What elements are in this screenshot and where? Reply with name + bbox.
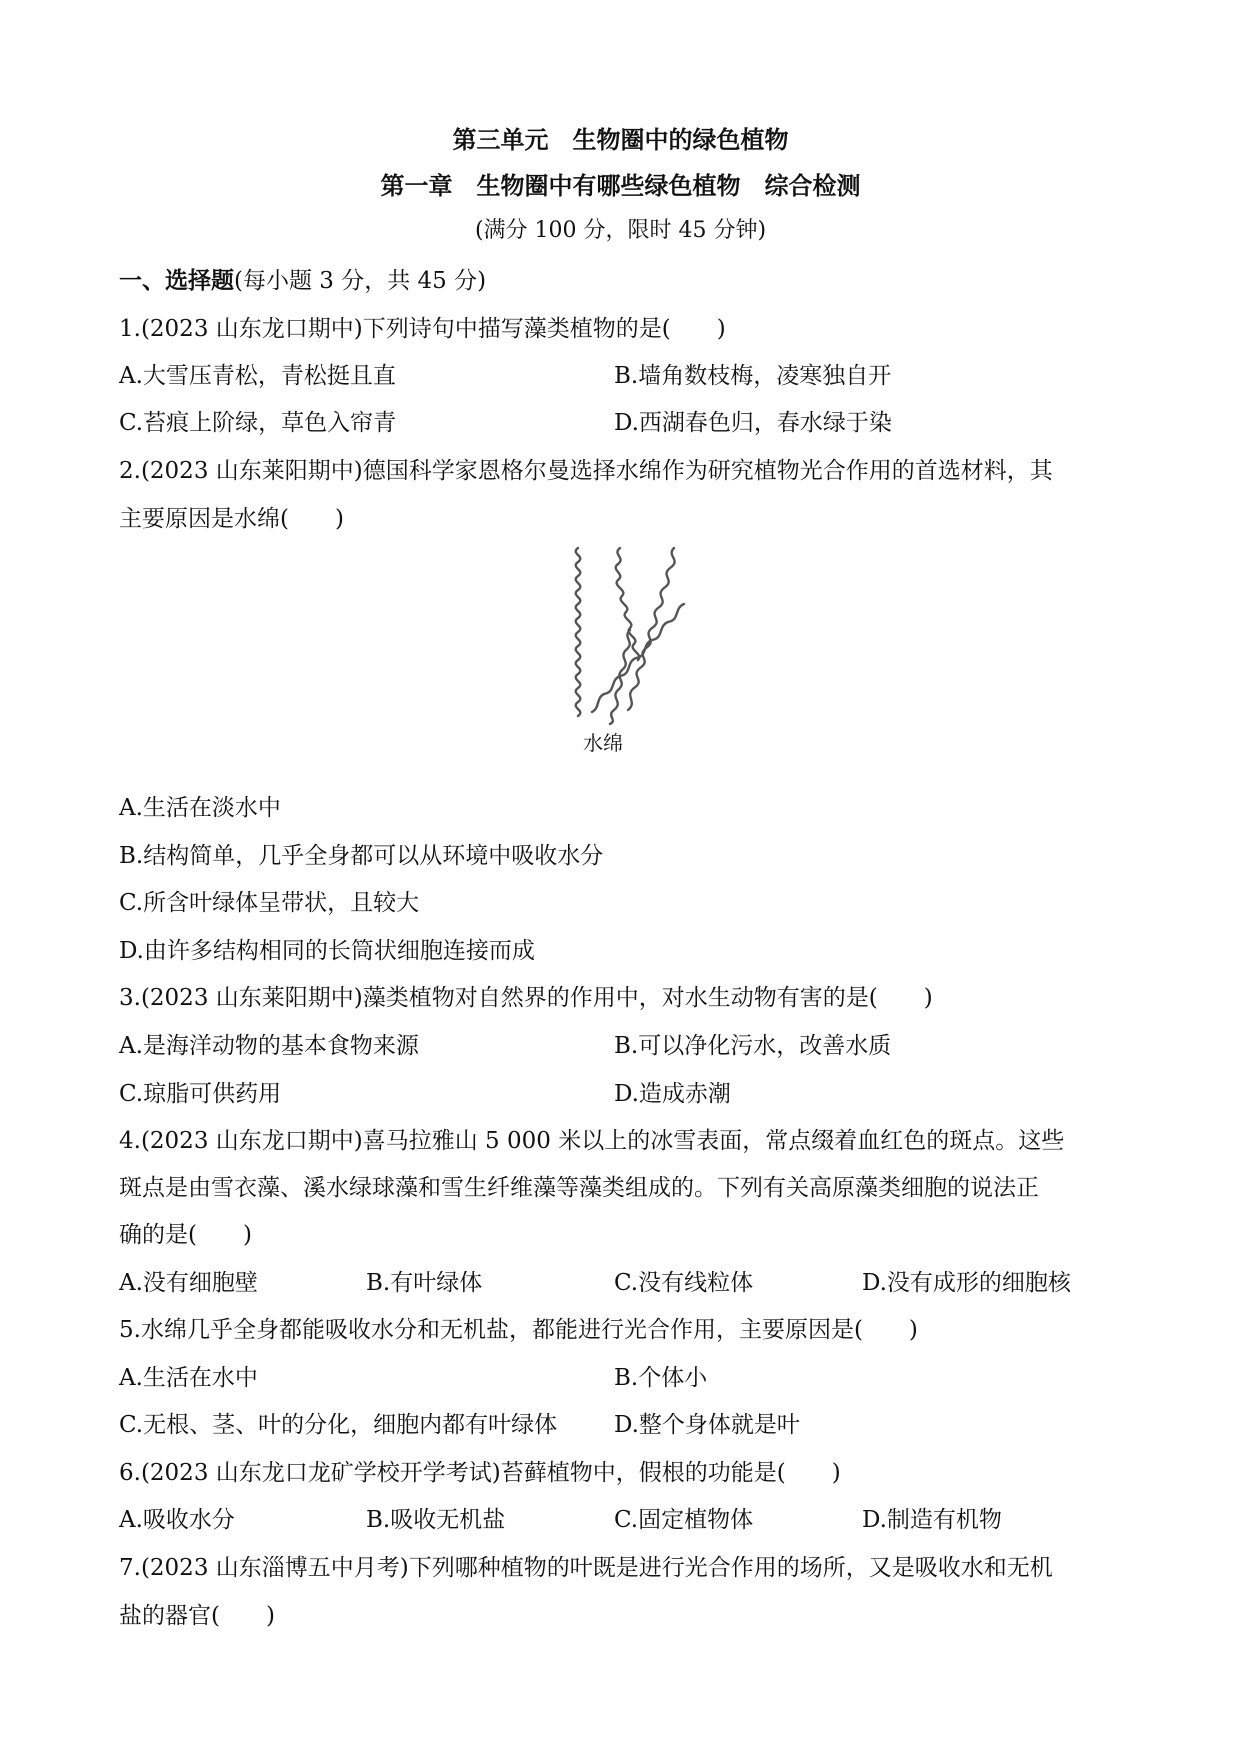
q2-option-c: C.所含叶绿体呈带状，且较大 — [119, 890, 420, 916]
chapter-title: 第一章 生物圈中有哪些绿色植物 综合检测 — [380, 171, 861, 200]
q4-stem-line1: 4.(2023 山东龙口期中)喜马拉雅山 5 000 米以上的冰雪表面，常点缀着血红色的斑点。这些 — [119, 1128, 1065, 1154]
exam-meta: (满分 100 分，限时 45 分钟) — [474, 218, 767, 243]
q3-option-a: A.是海洋动物的基本食物来源 — [119, 1033, 419, 1059]
q7-stem-line1: 7.(2023 山东淄博五中月考)下列哪种植物的叶既是进行光合作用的场所，又是吸收水和无机 — [119, 1555, 1053, 1581]
q6-option-d: D.制造有机物 — [862, 1507, 1002, 1533]
filament-5 — [592, 604, 684, 712]
q1-option-c: C.苔痕上阶绿，草色入帘青 — [119, 410, 397, 436]
q3-option-b: B.可以净化污水，改善水质 — [614, 1033, 892, 1059]
q6-option-c: C.固定植物体 — [614, 1507, 754, 1533]
q3-stem: 3.(2023 山东莱阳期中)藻类植物对自然界的作用中，对水生动物有害的是( ) — [119, 985, 933, 1011]
spirogyra-figure — [556, 546, 688, 726]
filament-2 — [616, 548, 640, 660]
q2-option-a: A.生活在淡水中 — [119, 795, 281, 821]
q1-option-a: A.大雪压青松，青松挺且直 — [119, 363, 396, 389]
unit-title: 第三单元 生物圈中的绿色植物 — [452, 125, 789, 154]
q4-option-d: D.没有成形的细胞核 — [862, 1270, 1071, 1296]
q6-option-a: A.吸收水分 — [119, 1507, 235, 1533]
q6-option-b: B.吸收无机盐 — [366, 1507, 506, 1533]
q2-option-d: D.由许多结构相同的长筒状细胞连接而成 — [119, 938, 535, 964]
q4-option-c: C.没有线粒体 — [614, 1270, 754, 1296]
q4-option-a: A.没有细胞壁 — [119, 1270, 258, 1296]
q5-option-c: C.无根、茎、叶的分化，细胞内都有叶绿体 — [119, 1412, 558, 1438]
q3-option-c: C.琼脂可供药用 — [119, 1081, 282, 1107]
q4-stem-line2: 斑点是由雪衣藻、溪水绿球藻和雪生纤维藻等藻类组成的。下列有关高原藻类细胞的说法正 — [119, 1175, 1039, 1201]
section-title: 一、选择题 — [119, 267, 234, 294]
q1-option-d: D.西湖春色归，春水绿于染 — [614, 410, 892, 436]
q7-stem-line2: 盐的器官( ) — [119, 1603, 275, 1629]
q6-stem: 6.(2023 山东龙口龙矿学校开学考试)苔藓植物中，假根的功能是( ) — [119, 1460, 841, 1486]
figure-caption: 水绵 — [583, 731, 623, 755]
q4-stem-line3: 确的是( ) — [119, 1222, 252, 1248]
filament-3 — [628, 548, 675, 710]
section-note: (每小题 3 分，共 45 分) — [234, 268, 487, 294]
q2-stem-line1: 2.(2023 山东莱阳期中)德国科学家恩格尔曼选择水绵作为研究植物光合作用的首选材料，其 — [119, 458, 1053, 484]
q5-option-a: A.生活在水中 — [119, 1365, 258, 1391]
q1-stem: 1.(2023 山东龙口期中)下列诗句中描写藻类植物的是( ) — [119, 316, 726, 342]
q5-stem: 5.水绵几乎全身都能吸收水分和无机盐，都能进行光合作用，主要原因是( ) — [119, 1317, 918, 1343]
q5-option-b: B.个体小 — [614, 1365, 708, 1391]
q1-option-b: B.墙角数枝梅，凌寒独自开 — [614, 363, 892, 389]
q2-stem-line2: 主要原因是水绵( ) — [119, 506, 344, 532]
q4-option-b: B.有叶绿体 — [366, 1270, 483, 1296]
filament-1 — [576, 548, 581, 716]
section-heading — [119, 262, 486, 295]
q5-option-d: D.整个身体就是叶 — [614, 1412, 800, 1438]
q2-option-b: B.结构简单，几乎全身都可以从环境中吸收水分 — [119, 843, 604, 869]
q3-option-d: D.造成赤潮 — [614, 1081, 731, 1107]
